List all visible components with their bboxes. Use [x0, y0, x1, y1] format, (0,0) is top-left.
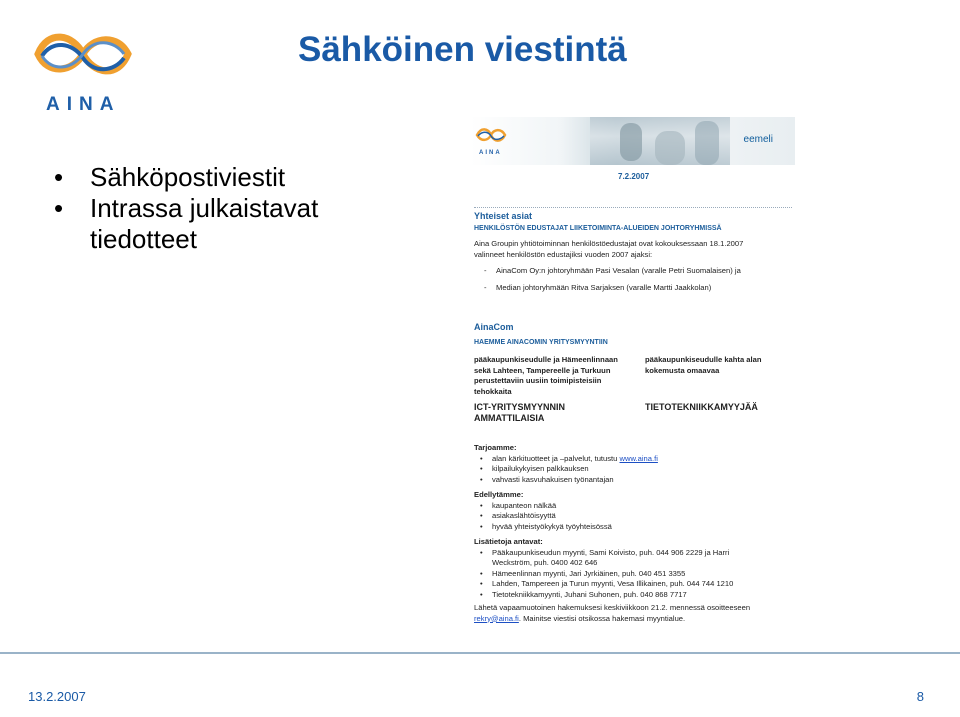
requirements-block: Edellytämme: • kaupanteon nälkää • asiakaslähtöisyyttä • hyvää yhteistyökykyä työyhteisössä [474, 490, 792, 532]
job-text-left: pääkaupunkiseudulle ja Hämeenlinnaan sekä Lahteen, Tampereelle ja Turkuun perustettaviin uusiin toimipisteisiin tehokkaita [474, 355, 618, 396]
list-item: • vahvasti kasvuhakuisen työnantajan [474, 475, 792, 486]
newsletter-header [470, 117, 795, 165]
job-title-right: TIETOTEKNIIKKAMYYJÄÄ [645, 402, 758, 412]
footer-date: 13.2.2007 [28, 689, 86, 704]
list-item: • Tietotekniikkamyynti, Juhani Suhonen, puh. 040 868 7717 [474, 590, 792, 601]
list-item: • Lahden, Tampereen ja Turun myynti, Vesa Illikainen, puh. 044 744 1210 [474, 579, 792, 590]
section-ainacom: AinaCom HAEMME AINACOMIN YRITYSMYYNTIIN [474, 322, 608, 346]
newsletter-date: 7.2.2007 [618, 172, 650, 181]
list-item: • kilpailukykyisen palkkauksen [474, 464, 792, 475]
list-item: • asiakaslähtöisyyttä [474, 511, 792, 522]
offer-block: Tarjoamme: • alan kärkituotteet ja –palvelut, tutustu www.aina.fi • kilpailukykyisen palkkauksen • vahvasti kasvuhakuisen työnantajan [474, 443, 792, 485]
job-text-right: pääkaupunkiseudulle kahta alan kokemusta omaavaa [645, 355, 762, 375]
footer-divider [0, 652, 960, 654]
aina-link[interactable]: www.aina.fi [619, 453, 658, 463]
bullet-item: • Intrassa julkaistavat tiedotteet [54, 193, 319, 254]
apply-block: Lähetä vapaamuotoinen hakemuksesi keskiviikkoon 21.2. mennessä osoitteeseen rekry@aina.fi. Mainitse viestisi otsikossa hakemasi myyntialue. [474, 603, 751, 623]
list-item: - AinaCom Oy:n johtoryhmään Pasi Vesalan (varalle Petri Suomalaisen) ja [484, 266, 792, 277]
list-item: • hyvää yhteistyökykyä työyhteisössä [474, 522, 792, 533]
newsletter-screenshot [470, 117, 795, 632]
list-item: • kaupanteon nälkää [474, 501, 792, 512]
list-item: • Pääkaupunkiseudun myynti, Sami Koivisto, puh. 044 906 2229 ja Harri Weckström, puh. 0400 402 646 [474, 548, 762, 569]
newsletter-brand: eemeli [743, 134, 773, 145]
contacts-block: Lisätietoja antavat: • Pääkaupunkiseudun myynti, Sami Koivisto, puh. 044 906 2229 ja Harri Weckström, puh. 0400 402 646 • Hämeenlinnan myynti, Jari Jyrkiäinen, puh. 040 451 3355 • Lahden, Tampereen ja Turun myynti, Vesa Illikainen, puh. 044 744 1210 • Tietotekniikkamyynti, Juhani Suhonen, puh. 040 868 7717 [474, 537, 792, 600]
page-number: 8 [916, 689, 924, 704]
list-item: • alan kärkituotteet ja –palvelut, tutustu www.aina.fi [474, 454, 792, 465]
slide-title: Sähköinen viestintä [298, 30, 627, 69]
bullet-item: • Sähköpostiviestit [54, 162, 286, 192]
logo-text: AINA [46, 94, 121, 115]
email-link[interactable]: rekry@aina.fi [474, 613, 519, 623]
section-common: Yhteiset asiat HENKILÖSTÖN EDUSTAJAT LIIKETOIMINTA-ALUEIDEN JOHTORYHMISSÄ Aina Groupin yhtiötoiminnan henkilöstöedustajat ovat kokouksessaan 18.1.2007 valinneet henkilöstön edustajiksi vuoden 2007 ajaksi: - AinaCom Oy:n johtoryhmään Pasi Vesalan (varalle Petri Suomalaisen) ja - Median johtoryhmään Ritva Sarjaksen (varalle Martti Jaakkolan) [474, 211, 792, 293]
list-item: • Hämeenlinnan myynti, Jari Jyrkiäinen, puh. 040 451 3355 [474, 569, 792, 580]
newsletter-logo: AINA [474, 125, 508, 157]
list-item: - Median johtoryhmään Ritva Sarjaksen (varalle Martti Jaakkolan) [484, 283, 792, 294]
aina-logo [28, 24, 138, 124]
job-title-left: ICT-YRITYSMYYNNIN AMMATTILAISIA [474, 402, 566, 423]
bullet-list [50, 162, 380, 255]
